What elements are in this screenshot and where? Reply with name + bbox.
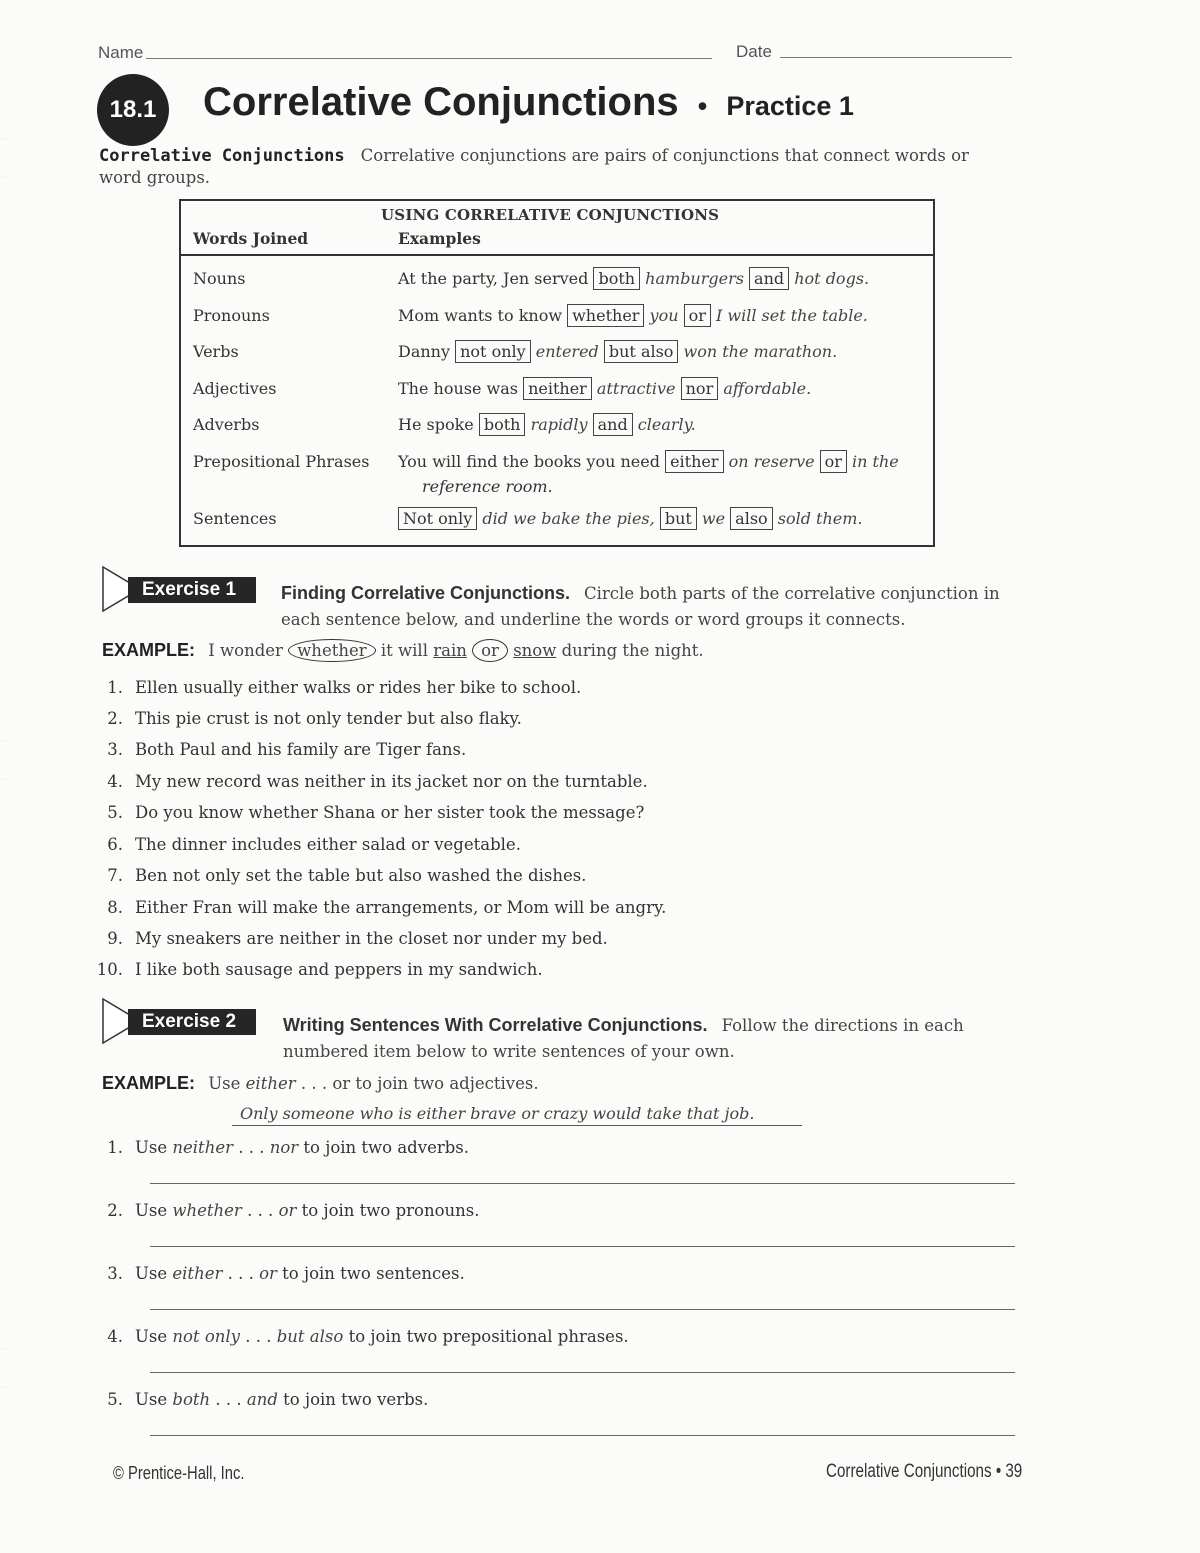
- exercise-2-example-answer: Only someone who is either brave or crazy would take that job.: [240, 1104, 755, 1123]
- hole-punch-mark: [0, 138, 28, 178]
- exercise-2-item: 3. Use either . . . or to join two sentences.: [107, 1264, 465, 1283]
- exercise-2-example: EXAMPLE: Use either . . . or to join two adjectives.: [102, 1073, 539, 1093]
- copyright: © Prentice-Hall, Inc.: [113, 1463, 245, 1483]
- table-cell-example: You will find the books you need either on reserve or in the: [398, 452, 899, 471]
- table-cell-example: At the party, Jen served both hamburgers and hot dogs.: [398, 269, 870, 288]
- answer-line-4[interactable]: [150, 1372, 1015, 1373]
- conjunctions-table: [179, 199, 935, 547]
- date-label: Date: [736, 42, 772, 61]
- intro-term: Correlative Conjunctions: [99, 146, 345, 166]
- table-cell-word: Sentences: [193, 509, 277, 528]
- exercise-1-item: 9. My sneakers are neither in the closet nor under my bed.: [107, 929, 608, 948]
- exercise-1-example: EXAMPLE: I wonder whether it will rain or snow during the night.: [102, 640, 704, 660]
- table-cell-example: Not only did we bake the pies, but we also sold them.: [398, 509, 863, 528]
- hole-punch-mark: [0, 1348, 28, 1388]
- table-cell-example: Mom wants to know whether you or I will set the table.: [398, 306, 868, 325]
- exercise-1-item: 4. My new record was neither in its jacket nor on the turntable.: [107, 772, 648, 791]
- answer-line-5[interactable]: [150, 1435, 1015, 1436]
- title-sub: Practice 1: [726, 91, 854, 121]
- hole-punch-mark: [0, 740, 28, 780]
- table-cell-example: Danny not only entered but also won the marathon.: [398, 342, 838, 361]
- name-field[interactable]: [146, 58, 712, 59]
- answer-line-1[interactable]: [150, 1183, 1015, 1184]
- title-bullet: •: [697, 91, 708, 121]
- exercise-1-item: 8. Either Fran will make the arrangements, or Mom will be angry.: [107, 898, 667, 917]
- example-answer-line: [232, 1125, 802, 1126]
- exercise-2-item: 1. Use neither . . . nor to join two adverbs.: [107, 1138, 469, 1157]
- table-cell-example: The house was neither attractive nor affordable.: [398, 379, 812, 398]
- table-cell-word: Nouns: [193, 269, 246, 288]
- table-cell-word: Pronouns: [193, 306, 270, 325]
- answer-line-3[interactable]: [150, 1309, 1015, 1310]
- exercise-1-item: 5. Do you know whether Shana or her sister took the message?: [107, 803, 645, 822]
- page-number: Correlative Conjunctions • 39: [826, 1461, 1023, 1482]
- table-header-words-joined: Words Joined: [193, 229, 309, 248]
- exercise-1-item: 3. Both Paul and his family are Tiger fans.: [107, 740, 467, 759]
- table-cell-example-continued: reference room.: [422, 477, 553, 496]
- exercise-1-item: 6. The dinner includes either salad or vegetable.: [107, 835, 521, 854]
- exercise-2-label: Exercise 2: [128, 1009, 256, 1035]
- exercise-2-item: 5. Use both . . . and to join two verbs.: [107, 1390, 429, 1409]
- date-field[interactable]: [780, 57, 1012, 58]
- page-title: [203, 80, 854, 125]
- section-badge: 18.1: [97, 74, 169, 146]
- intro-paragraph: [99, 145, 999, 189]
- answer-line-2[interactable]: [150, 1246, 1015, 1247]
- table-caption: USING CORRELATIVE CONJUNCTIONS: [381, 206, 720, 224]
- name-label: Name: [98, 43, 144, 62]
- title-main: Correlative Conjunctions: [203, 80, 679, 124]
- exercise-1-label: Exercise 1: [128, 577, 256, 603]
- exercise-1-item: 10. I like both sausage and peppers in my sandwich.: [96, 960, 543, 979]
- table-cell-word: Prepositional Phrases: [193, 452, 370, 471]
- exercise-1-item: 2. This pie crust is not only tender but also flaky.: [107, 709, 522, 728]
- exercise-2-heading: Writing Sentences With Correlative Conjunctions. Follow the directions in each numbered item below to write sentences of your own.: [283, 1015, 964, 1061]
- exercise-2-item: 4. Use not only . . . but also to join two prepositional phrases.: [107, 1327, 629, 1346]
- exercise-1-item: 1. Ellen usually either walks or rides her bike to school.: [107, 678, 582, 697]
- table-cell-word: Adverbs: [193, 415, 260, 434]
- table-header-examples: Examples: [398, 229, 481, 248]
- exercise-1-item: 7. Ben not only set the table but also washed the dishes.: [107, 866, 587, 885]
- intro-text: Correlative conjunctions are pairs of conjunctions that connect words or word groups.: [99, 146, 969, 187]
- table-cell-example: He spoke both rapidly and clearly.: [398, 415, 696, 434]
- table-cell-word: Adjectives: [193, 379, 277, 398]
- exercise-2-item: 2. Use whether . . . or to join two pronouns.: [107, 1201, 480, 1220]
- table-divider: [181, 254, 933, 256]
- table-cell-word: Verbs: [193, 342, 239, 361]
- exercise-1-heading: Finding Correlative Conjunctions. Circle both parts of the correlative conjunction in each sentence below, and underline the words or word groups it connects.: [281, 583, 1000, 629]
